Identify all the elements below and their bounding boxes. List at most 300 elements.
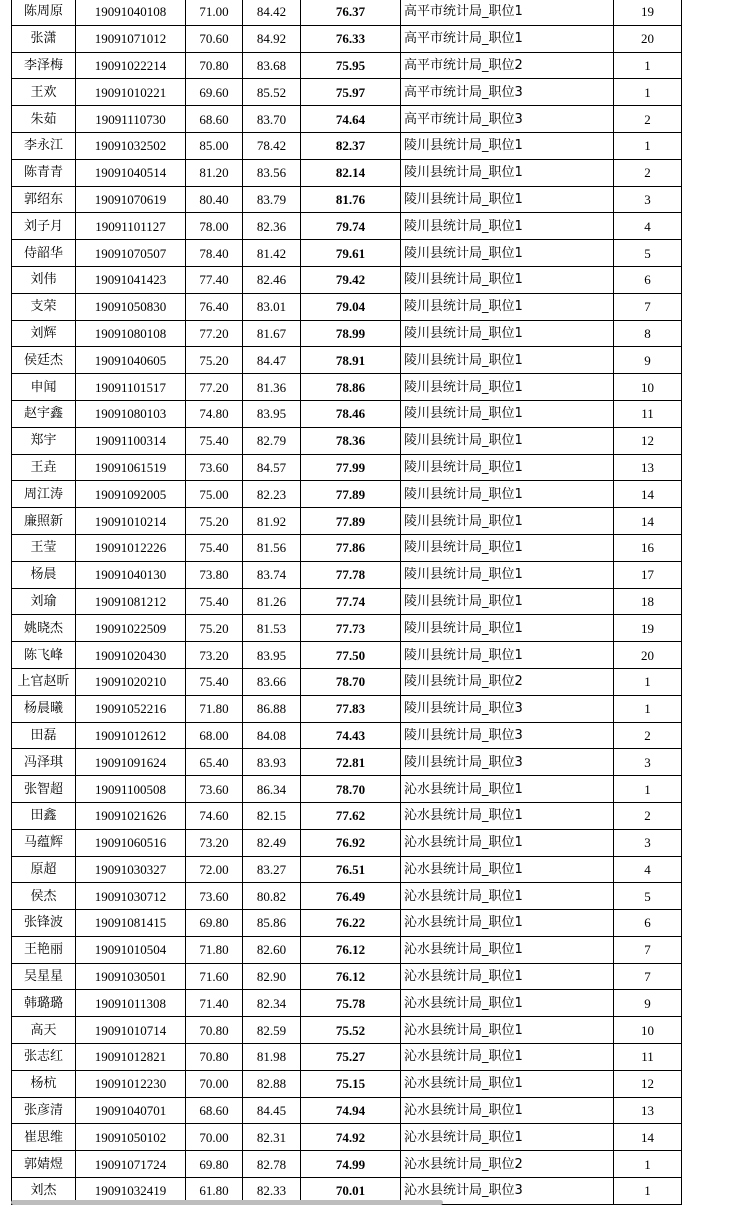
interview-score-cell: 78.42 xyxy=(243,132,301,159)
exam-id-cell: 19091092005 xyxy=(76,481,186,508)
candidate-name-cell: 周江涛 xyxy=(12,481,76,508)
exam-id-cell: 19091060516 xyxy=(76,829,186,856)
position-cell: 沁水县统计局_职位1 xyxy=(401,1097,614,1124)
position-cell: 沁水县统计局_职位1 xyxy=(401,1044,614,1071)
rank-cell: 6 xyxy=(614,910,682,937)
interview-score-cell: 82.33 xyxy=(243,1178,301,1205)
total-score-cell: 77.73 xyxy=(301,615,401,642)
interview-score-cell: 81.98 xyxy=(243,1044,301,1071)
total-score-cell: 78.36 xyxy=(301,427,401,454)
exam-id-cell: 19091010504 xyxy=(76,936,186,963)
table-row xyxy=(12,990,682,1017)
rank-cell: 7 xyxy=(614,963,682,990)
written-score-cell: 78.40 xyxy=(186,240,243,267)
written-score-cell: 69.80 xyxy=(186,910,243,937)
exam-id-cell: 19091032419 xyxy=(76,1178,186,1205)
total-score-cell: 77.62 xyxy=(301,802,401,829)
rank-cell: 10 xyxy=(614,374,682,401)
candidate-name-cell: 刘伟 xyxy=(12,266,76,293)
total-score-cell: 74.43 xyxy=(301,722,401,749)
exam-id-cell: 19091100314 xyxy=(76,427,186,454)
exam-id-cell: 19091081212 xyxy=(76,588,186,615)
interview-score-cell: 84.92 xyxy=(243,25,301,52)
candidate-name-cell: 吴星星 xyxy=(12,963,76,990)
table-row xyxy=(12,722,682,749)
table-row xyxy=(12,1097,682,1124)
exam-id-cell: 19091022509 xyxy=(76,615,186,642)
position-cell: 沁水县统计局_职位1 xyxy=(401,963,614,990)
interview-score-cell: 81.53 xyxy=(243,615,301,642)
candidate-name-cell: 姚晓杰 xyxy=(12,615,76,642)
interview-score-cell: 82.59 xyxy=(243,1017,301,1044)
candidate-name-cell: 申闻 xyxy=(12,374,76,401)
candidate-name-cell: 李永江 xyxy=(12,132,76,159)
position-cell: 陵川县统计局_职位3 xyxy=(401,722,614,749)
table-row xyxy=(12,240,682,267)
written-score-cell: 81.20 xyxy=(186,159,243,186)
table-row xyxy=(12,0,682,25)
total-score-cell: 79.04 xyxy=(301,293,401,320)
written-score-cell: 68.60 xyxy=(186,1097,243,1124)
interview-score-cell: 81.67 xyxy=(243,320,301,347)
written-score-cell: 73.20 xyxy=(186,642,243,669)
interview-score-cell: 85.86 xyxy=(243,910,301,937)
total-score-cell: 76.37 xyxy=(301,0,401,25)
position-cell: 陵川县统计局_职位1 xyxy=(401,347,614,374)
exam-id-cell: 19091050102 xyxy=(76,1124,186,1151)
total-score-cell: 77.78 xyxy=(301,561,401,588)
rank-cell: 13 xyxy=(614,454,682,481)
candidate-name-cell: 杨杭 xyxy=(12,1070,76,1097)
rank-cell: 11 xyxy=(614,400,682,427)
exam-id-cell: 19091091624 xyxy=(76,749,186,776)
rank-cell: 3 xyxy=(614,186,682,213)
interview-score-cell: 82.88 xyxy=(243,1070,301,1097)
written-score-cell: 75.40 xyxy=(186,427,243,454)
exam-id-cell: 19091012821 xyxy=(76,1044,186,1071)
rank-cell: 3 xyxy=(614,829,682,856)
candidate-name-cell: 王艳丽 xyxy=(12,936,76,963)
position-cell: 陵川县统计局_职位3 xyxy=(401,749,614,776)
exam-id-cell: 19091022214 xyxy=(76,52,186,79)
candidate-name-cell: 张志红 xyxy=(12,1044,76,1071)
total-score-cell: 77.50 xyxy=(301,642,401,669)
exam-id-cell: 19091041423 xyxy=(76,266,186,293)
table-row xyxy=(12,213,682,240)
score-table xyxy=(11,0,682,1205)
table-row xyxy=(12,52,682,79)
total-score-cell: 79.74 xyxy=(301,213,401,240)
interview-score-cell: 86.34 xyxy=(243,776,301,803)
total-score-cell: 77.99 xyxy=(301,454,401,481)
position-cell: 沁水县统计局_职位1 xyxy=(401,1070,614,1097)
exam-id-cell: 19091110730 xyxy=(76,106,186,133)
table-row xyxy=(12,106,682,133)
candidate-name-cell: 郭婧煜 xyxy=(12,1151,76,1178)
exam-id-cell: 19091040605 xyxy=(76,347,186,374)
interview-score-cell: 81.36 xyxy=(243,374,301,401)
interview-score-cell: 82.46 xyxy=(243,266,301,293)
interview-score-cell: 83.27 xyxy=(243,856,301,883)
total-score-cell: 78.46 xyxy=(301,400,401,427)
table-row xyxy=(12,508,682,535)
candidate-name-cell: 侍韶华 xyxy=(12,240,76,267)
total-score-cell: 81.76 xyxy=(301,186,401,213)
written-score-cell: 70.80 xyxy=(186,52,243,79)
candidate-name-cell: 陈青青 xyxy=(12,159,76,186)
candidate-name-cell: 张智超 xyxy=(12,776,76,803)
total-score-cell: 76.12 xyxy=(301,936,401,963)
candidate-name-cell: 张锋波 xyxy=(12,910,76,937)
position-cell: 陵川县统计局_职位1 xyxy=(401,374,614,401)
position-cell: 陵川县统计局_职位1 xyxy=(401,159,614,186)
exam-id-cell: 19091070619 xyxy=(76,186,186,213)
position-cell: 陵川县统计局_职位1 xyxy=(401,400,614,427)
rank-cell: 10 xyxy=(614,1017,682,1044)
position-cell: 陵川县统计局_职位1 xyxy=(401,186,614,213)
position-cell: 陵川县统计局_职位1 xyxy=(401,508,614,535)
exam-id-cell: 19091101127 xyxy=(76,213,186,240)
candidate-name-cell: 田磊 xyxy=(12,722,76,749)
candidate-name-cell: 杨晨曦 xyxy=(12,695,76,722)
table-row xyxy=(12,588,682,615)
candidate-name-cell: 冯泽琪 xyxy=(12,749,76,776)
rank-cell: 14 xyxy=(614,508,682,535)
table-row xyxy=(12,132,682,159)
exam-id-cell: 19091080108 xyxy=(76,320,186,347)
exam-id-cell: 19091012612 xyxy=(76,722,186,749)
exam-id-cell: 19091012230 xyxy=(76,1070,186,1097)
interview-score-cell: 82.36 xyxy=(243,213,301,240)
total-score-cell: 76.92 xyxy=(301,829,401,856)
position-cell: 沁水县统计局_职位1 xyxy=(401,802,614,829)
position-cell: 陵川县统计局_职位1 xyxy=(401,427,614,454)
total-score-cell: 82.37 xyxy=(301,132,401,159)
rank-cell: 20 xyxy=(614,25,682,52)
written-score-cell: 73.20 xyxy=(186,829,243,856)
written-score-cell: 70.60 xyxy=(186,25,243,52)
total-score-cell: 74.99 xyxy=(301,1151,401,1178)
candidate-name-cell: 韩璐璐 xyxy=(12,990,76,1017)
position-cell: 沁水县统计局_职位3 xyxy=(401,1178,614,1205)
written-score-cell: 73.60 xyxy=(186,454,243,481)
total-score-cell: 75.52 xyxy=(301,1017,401,1044)
written-score-cell: 77.20 xyxy=(186,320,243,347)
exam-id-cell: 19091050830 xyxy=(76,293,186,320)
candidate-name-cell: 崔思维 xyxy=(12,1124,76,1151)
table-row xyxy=(12,856,682,883)
position-cell: 高平市统计局_职位3 xyxy=(401,79,614,106)
total-score-cell: 76.51 xyxy=(301,856,401,883)
table-row xyxy=(12,293,682,320)
position-cell: 陵川县统计局_职位1 xyxy=(401,213,614,240)
written-score-cell: 75.20 xyxy=(186,615,243,642)
interview-score-cell: 85.52 xyxy=(243,79,301,106)
table-row xyxy=(12,25,682,52)
exam-id-cell: 19091040108 xyxy=(76,0,186,25)
total-score-cell: 74.92 xyxy=(301,1124,401,1151)
rank-cell: 1 xyxy=(614,776,682,803)
written-score-cell: 76.40 xyxy=(186,293,243,320)
written-score-cell: 75.40 xyxy=(186,534,243,561)
candidate-name-cell: 张潇 xyxy=(12,25,76,52)
exam-id-cell: 19091071724 xyxy=(76,1151,186,1178)
interview-score-cell: 83.95 xyxy=(243,642,301,669)
candidate-name-cell: 刘辉 xyxy=(12,320,76,347)
position-cell: 陵川县统计局_职位1 xyxy=(401,615,614,642)
interview-score-cell: 82.60 xyxy=(243,936,301,963)
written-score-cell: 69.80 xyxy=(186,1151,243,1178)
total-score-cell: 76.12 xyxy=(301,963,401,990)
exam-id-cell: 19091030327 xyxy=(76,856,186,883)
table-row xyxy=(12,910,682,937)
rank-cell: 1 xyxy=(614,132,682,159)
total-score-cell: 75.27 xyxy=(301,1044,401,1071)
exam-id-cell: 19091100508 xyxy=(76,776,186,803)
rank-cell: 13 xyxy=(614,1097,682,1124)
position-cell: 沁水县统计局_职位1 xyxy=(401,936,614,963)
candidate-name-cell: 高天 xyxy=(12,1017,76,1044)
table-row xyxy=(12,829,682,856)
position-cell: 沁水县统计局_职位1 xyxy=(401,910,614,937)
candidate-name-cell: 刘子月 xyxy=(12,213,76,240)
interview-score-cell: 83.70 xyxy=(243,106,301,133)
written-score-cell: 71.40 xyxy=(186,990,243,1017)
written-score-cell: 71.80 xyxy=(186,936,243,963)
rank-cell: 12 xyxy=(614,1070,682,1097)
rank-cell: 11 xyxy=(614,1044,682,1071)
interview-score-cell: 83.66 xyxy=(243,668,301,695)
total-score-cell: 74.94 xyxy=(301,1097,401,1124)
score-table-body xyxy=(12,0,682,1204)
table-row xyxy=(12,963,682,990)
table-row xyxy=(12,668,682,695)
written-score-cell: 71.80 xyxy=(186,695,243,722)
written-score-cell: 72.00 xyxy=(186,856,243,883)
table-row xyxy=(12,454,682,481)
position-cell: 陵川县统计局_职位1 xyxy=(401,642,614,669)
candidate-name-cell: 刘瑜 xyxy=(12,588,76,615)
exam-id-cell: 19091030712 xyxy=(76,883,186,910)
position-cell: 高平市统计局_职位1 xyxy=(401,0,614,25)
rank-cell: 7 xyxy=(614,936,682,963)
interview-score-cell: 84.47 xyxy=(243,347,301,374)
total-score-cell: 76.33 xyxy=(301,25,401,52)
table-row xyxy=(12,159,682,186)
rank-cell: 5 xyxy=(614,883,682,910)
interview-score-cell: 82.23 xyxy=(243,481,301,508)
exam-id-cell: 19091021626 xyxy=(76,802,186,829)
position-cell: 陵川县统计局_职位1 xyxy=(401,293,614,320)
total-score-cell: 75.97 xyxy=(301,79,401,106)
written-score-cell: 73.80 xyxy=(186,561,243,588)
rank-cell: 4 xyxy=(614,213,682,240)
table-row xyxy=(12,802,682,829)
rank-cell: 16 xyxy=(614,534,682,561)
position-cell: 陵川县统计局_职位1 xyxy=(401,561,614,588)
position-cell: 陵川县统计局_职位1 xyxy=(401,534,614,561)
table-row xyxy=(12,400,682,427)
rank-cell: 17 xyxy=(614,561,682,588)
interview-score-cell: 80.82 xyxy=(243,883,301,910)
rank-cell: 4 xyxy=(614,856,682,883)
interview-score-cell: 82.31 xyxy=(243,1124,301,1151)
total-score-cell: 77.86 xyxy=(301,534,401,561)
total-score-cell: 77.74 xyxy=(301,588,401,615)
table-row xyxy=(12,79,682,106)
position-cell: 沁水县统计局_职位1 xyxy=(401,829,614,856)
table-row xyxy=(12,695,682,722)
total-score-cell: 78.70 xyxy=(301,776,401,803)
candidate-name-cell: 支荣 xyxy=(12,293,76,320)
candidate-name-cell: 原超 xyxy=(12,856,76,883)
rank-cell: 9 xyxy=(614,347,682,374)
exam-id-cell: 19091040130 xyxy=(76,561,186,588)
exam-id-cell: 19091012226 xyxy=(76,534,186,561)
total-score-cell: 77.83 xyxy=(301,695,401,722)
interview-score-cell: 82.49 xyxy=(243,829,301,856)
interview-score-cell: 84.08 xyxy=(243,722,301,749)
written-score-cell: 85.00 xyxy=(186,132,243,159)
total-score-cell: 79.61 xyxy=(301,240,401,267)
written-score-cell: 65.40 xyxy=(186,749,243,776)
candidate-name-cell: 侯廷杰 xyxy=(12,347,76,374)
position-cell: 沁水县统计局_职位1 xyxy=(401,990,614,1017)
exam-id-cell: 19091032502 xyxy=(76,132,186,159)
rank-cell: 14 xyxy=(614,1124,682,1151)
position-cell: 陵川县统计局_职位1 xyxy=(401,481,614,508)
total-score-cell: 78.86 xyxy=(301,374,401,401)
position-cell: 沁水县统计局_职位1 xyxy=(401,1017,614,1044)
interview-score-cell: 81.92 xyxy=(243,508,301,535)
table-row xyxy=(12,1017,682,1044)
table-row xyxy=(12,615,682,642)
candidate-name-cell: 马蕴辉 xyxy=(12,829,76,856)
total-score-cell: 75.15 xyxy=(301,1070,401,1097)
total-score-cell: 74.64 xyxy=(301,106,401,133)
position-cell: 沁水县统计局_职位1 xyxy=(401,1124,614,1151)
total-score-cell: 82.14 xyxy=(301,159,401,186)
interview-score-cell: 82.78 xyxy=(243,1151,301,1178)
total-score-cell: 79.42 xyxy=(301,266,401,293)
rank-cell: 1 xyxy=(614,668,682,695)
table-row xyxy=(12,374,682,401)
written-score-cell: 70.00 xyxy=(186,1124,243,1151)
position-cell: 高平市统计局_职位1 xyxy=(401,25,614,52)
position-cell: 陵川县统计局_职位1 xyxy=(401,588,614,615)
written-score-cell: 71.60 xyxy=(186,963,243,990)
rank-cell: 19 xyxy=(614,615,682,642)
rank-cell: 1 xyxy=(614,79,682,106)
position-cell: 陵川县统计局_职位3 xyxy=(401,695,614,722)
rank-cell: 1 xyxy=(614,695,682,722)
exam-id-cell: 19091080103 xyxy=(76,400,186,427)
interview-score-cell: 83.74 xyxy=(243,561,301,588)
rank-cell: 1 xyxy=(614,1151,682,1178)
exam-id-cell: 19091061519 xyxy=(76,454,186,481)
total-score-cell: 77.89 xyxy=(301,508,401,535)
written-score-cell: 74.80 xyxy=(186,400,243,427)
interview-score-cell: 83.79 xyxy=(243,186,301,213)
total-score-cell: 76.22 xyxy=(301,910,401,937)
written-score-cell: 75.40 xyxy=(186,668,243,695)
interview-score-cell: 81.56 xyxy=(243,534,301,561)
horizontal-scrollbar[interactable] xyxy=(11,1200,443,1205)
rank-cell: 20 xyxy=(614,642,682,669)
interview-score-cell: 83.93 xyxy=(243,749,301,776)
position-cell: 陵川县统计局_职位1 xyxy=(401,320,614,347)
rank-cell: 7 xyxy=(614,293,682,320)
written-score-cell: 68.00 xyxy=(186,722,243,749)
rank-cell: 14 xyxy=(614,481,682,508)
rank-cell: 2 xyxy=(614,159,682,186)
position-cell: 高平市统计局_职位2 xyxy=(401,52,614,79)
exam-id-cell: 19091020210 xyxy=(76,668,186,695)
exam-id-cell: 19091040701 xyxy=(76,1097,186,1124)
interview-score-cell: 82.15 xyxy=(243,802,301,829)
written-score-cell: 78.00 xyxy=(186,213,243,240)
rank-cell: 1 xyxy=(614,52,682,79)
table-row xyxy=(12,1070,682,1097)
position-cell: 陵川县统计局_职位1 xyxy=(401,240,614,267)
table-row xyxy=(12,883,682,910)
exam-id-cell: 19091020430 xyxy=(76,642,186,669)
interview-score-cell: 81.26 xyxy=(243,588,301,615)
position-cell: 陵川县统计局_职位1 xyxy=(401,132,614,159)
exam-id-cell: 19091010714 xyxy=(76,1017,186,1044)
exam-id-cell: 19091010214 xyxy=(76,508,186,535)
table-row xyxy=(12,1151,682,1178)
rank-cell: 2 xyxy=(614,802,682,829)
interview-score-cell: 82.34 xyxy=(243,990,301,1017)
table-row xyxy=(12,427,682,454)
total-score-cell: 78.70 xyxy=(301,668,401,695)
rank-cell: 12 xyxy=(614,427,682,454)
table-row xyxy=(12,481,682,508)
candidate-name-cell: 陈周原 xyxy=(12,0,76,25)
exam-id-cell: 19091070507 xyxy=(76,240,186,267)
rank-cell: 6 xyxy=(614,266,682,293)
written-score-cell: 70.80 xyxy=(186,1017,243,1044)
written-score-cell: 71.00 xyxy=(186,0,243,25)
position-cell: 沁水县统计局_职位1 xyxy=(401,883,614,910)
written-score-cell: 61.80 xyxy=(186,1178,243,1205)
candidate-name-cell: 王莹 xyxy=(12,534,76,561)
written-score-cell: 73.60 xyxy=(186,776,243,803)
position-cell: 陵川县统计局_职位1 xyxy=(401,266,614,293)
written-score-cell: 75.00 xyxy=(186,481,243,508)
position-cell: 沁水县统计局_职位1 xyxy=(401,776,614,803)
exam-id-cell: 19091010221 xyxy=(76,79,186,106)
table-row xyxy=(12,1044,682,1071)
interview-score-cell: 82.79 xyxy=(243,427,301,454)
candidate-name-cell: 赵宇鑫 xyxy=(12,400,76,427)
interview-score-cell: 83.01 xyxy=(243,293,301,320)
position-cell: 沁水县统计局_职位2 xyxy=(401,1151,614,1178)
candidate-name-cell: 朱茹 xyxy=(12,106,76,133)
candidate-name-cell: 王垚 xyxy=(12,454,76,481)
written-score-cell: 77.20 xyxy=(186,374,243,401)
position-cell: 陵川县统计局_职位1 xyxy=(401,454,614,481)
position-cell: 高平市统计局_职位3 xyxy=(401,106,614,133)
written-score-cell: 77.40 xyxy=(186,266,243,293)
interview-score-cell: 81.42 xyxy=(243,240,301,267)
interview-score-cell: 83.56 xyxy=(243,159,301,186)
interview-score-cell: 82.90 xyxy=(243,963,301,990)
total-score-cell: 76.49 xyxy=(301,883,401,910)
exam-id-cell: 19091011308 xyxy=(76,990,186,1017)
interview-score-cell: 84.45 xyxy=(243,1097,301,1124)
